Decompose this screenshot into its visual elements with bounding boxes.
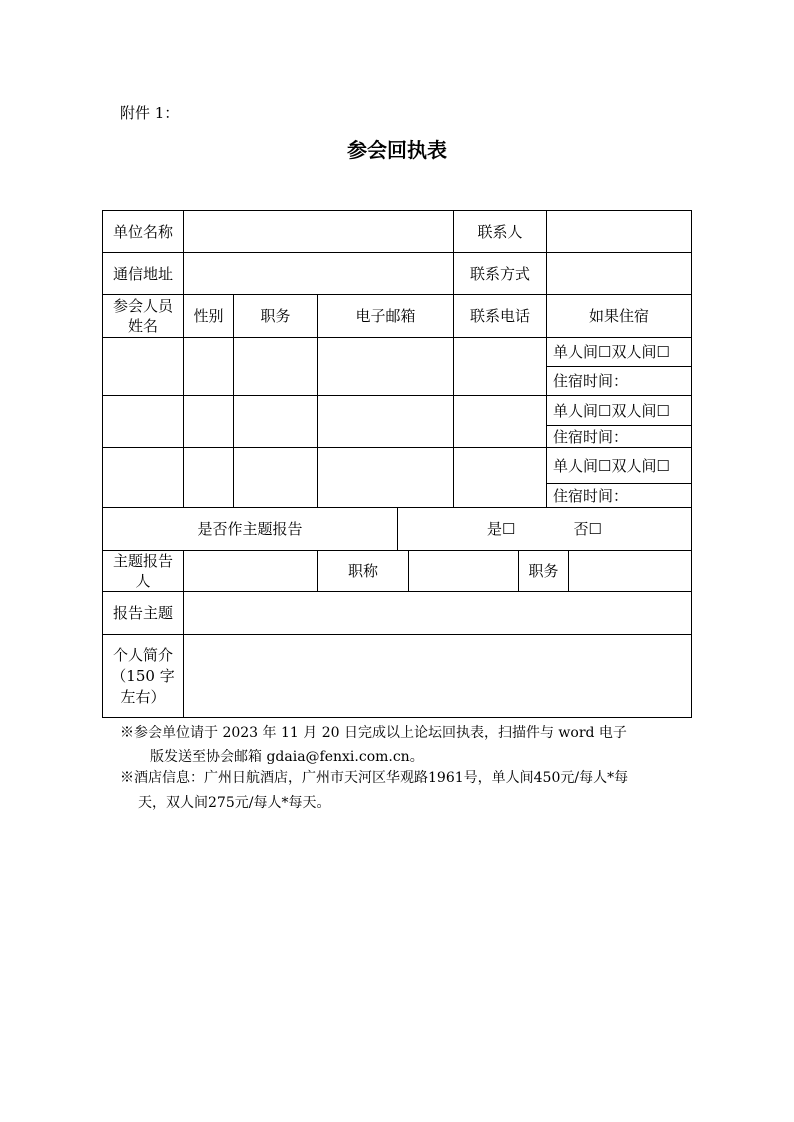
page-title: 参会回执表 <box>347 138 447 162</box>
bio-label-line2: （150 字 <box>111 666 175 685</box>
reporter-position-field[interactable] <box>568 550 692 592</box>
stay-time-field[interactable]: 住宿时间： <box>546 366 692 396</box>
phone-field[interactable] <box>453 395 547 448</box>
note-hotel-line2: 天，双人间275元/每人*每天。 <box>138 795 331 811</box>
phone-header: 联系电话 <box>453 294 547 338</box>
professional-title-label: 职称 <box>317 550 409 592</box>
contact-method-field[interactable] <box>546 252 692 295</box>
report-topic-label: 报告主题 <box>102 591 184 635</box>
room-choice[interactable]: 单人间☐双人间☐ <box>546 447 692 484</box>
bio-label-line3: 左右） <box>120 687 166 706</box>
attendee-name-field[interactable] <box>102 395 184 448</box>
address-label: 通信地址 <box>102 252 184 295</box>
stay-time-field[interactable]: 住宿时间： <box>546 483 692 508</box>
bio-field[interactable] <box>183 634 692 718</box>
contact-person-label: 联系人 <box>453 210 547 253</box>
reporter-field[interactable] <box>183 550 318 592</box>
gender-header: 性别 <box>183 294 234 338</box>
bio-label <box>102 634 184 718</box>
lodging-header: 如果住宿 <box>546 294 692 338</box>
reporter-label-line2: 人 <box>135 572 151 590</box>
phone-field[interactable] <box>453 447 547 508</box>
bio-label-line1: 个人简介 <box>112 645 173 664</box>
address-field[interactable] <box>183 252 454 295</box>
note-submission-line2: 版发送至协会邮箱 gdaia@fenxi.com.cn。 <box>150 749 424 765</box>
attendee-name-header <box>102 294 184 338</box>
note-submission-line1: ※参会单位请于 2023 年 11 月 20 日完成以上论坛回执表，扫描件与 word 电子 <box>120 725 627 741</box>
unit-name-field[interactable] <box>183 210 454 253</box>
reporter-position-label: 职务 <box>518 550 569 592</box>
position-field[interactable] <box>233 395 318 448</box>
attendee-name-field[interactable] <box>102 447 184 508</box>
keynote-options <box>397 507 692 551</box>
position-field[interactable] <box>233 337 318 396</box>
position-header: 职务 <box>233 294 318 338</box>
registration-form <box>102 210 692 718</box>
gender-field[interactable] <box>183 337 234 396</box>
professional-title-field[interactable] <box>408 550 519 592</box>
email-field[interactable] <box>317 337 454 396</box>
contact-person-field[interactable] <box>546 210 692 253</box>
email-field[interactable] <box>317 447 454 508</box>
gender-field[interactable] <box>183 395 234 448</box>
gender-field[interactable] <box>183 447 234 508</box>
phone-field[interactable] <box>453 337 547 396</box>
email-header: 电子邮箱 <box>317 294 454 338</box>
attendee-name-field[interactable] <box>102 337 184 396</box>
reporter-label <box>102 550 184 592</box>
attachment-label: 附件 1： <box>120 104 180 122</box>
email-field[interactable] <box>317 395 454 448</box>
attendee-name-header-line2: 姓名 <box>127 317 158 335</box>
note-hotel-line1: ※酒店信息：广州日航酒店，广州市天河区华观路1961号，单人间450元/每人*每 <box>120 770 629 786</box>
room-choice[interactable]: 单人间☐双人间☐ <box>546 395 692 426</box>
report-topic-field[interactable] <box>183 591 692 635</box>
unit-name-label: 单位名称 <box>102 210 184 253</box>
reporter-label-line1: 主题报告 <box>112 552 173 570</box>
room-choice[interactable]: 单人间☐双人间☐ <box>546 337 692 367</box>
no-checkbox[interactable]: 否☐ <box>573 520 602 538</box>
contact-method-label: 联系方式 <box>453 252 547 295</box>
keynote-question: 是否作主题报告 <box>102 507 398 551</box>
stay-time-field[interactable]: 住宿时间： <box>546 425 692 448</box>
position-field[interactable] <box>233 447 318 508</box>
yes-checkbox[interactable]: 是☐ <box>487 520 516 538</box>
attendee-name-header-line1: 参会人员 <box>112 297 173 315</box>
